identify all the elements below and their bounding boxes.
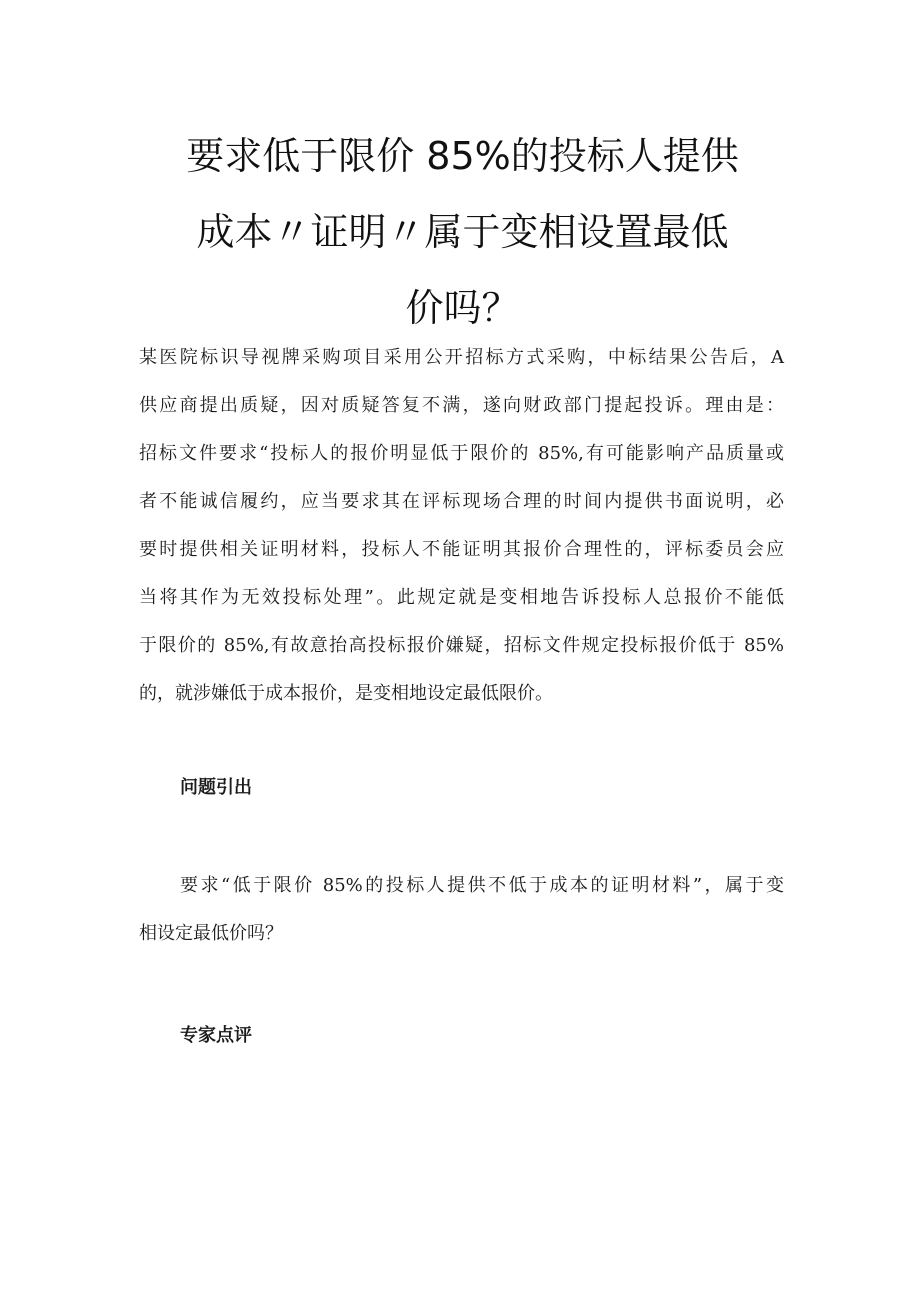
question-paragraph: [139, 862, 784, 958]
intro-line: 供应商提出质疑，因对质疑答复不满，遂向财政部门提起投诉。理由是：: [139, 395, 784, 416]
title-line: 成本〃证明〃属于变相设置最低: [196, 210, 729, 254]
intro-line: 当将其作为无效投标处理”。此规定就是变相地告诉投标人总报价不能低: [139, 587, 784, 608]
document-title: [140, 118, 785, 346]
section-heading-question: 问题引出: [180, 777, 252, 798]
title-line: 价吗？: [405, 286, 520, 330]
section-heading-expert: 专家点评: [180, 1025, 252, 1046]
intro-line: 招标文件要求“投标人的报价明显低于限价的 85%,有可能影响产品质量或: [139, 443, 784, 464]
intro-paragraph: [139, 334, 784, 718]
question-line: 相设定最低价吗？: [139, 923, 283, 944]
intro-line: 要时提供相关证明材料，投标人不能证明其报价合理性的，评标委员会应: [139, 539, 784, 560]
intro-line: 某医院标识导视牌采购项目采用公开招标方式采购，中标结果公告后，A: [139, 347, 784, 368]
intro-line: 于限价的 85%,有故意抬高投标报价嫌疑，招标文件规定投标报价低于 85%: [139, 635, 784, 656]
intro-line: 者不能诚信履约，应当要求其在评标现场合理的时间内提供书面说明，必: [139, 491, 784, 512]
question-line: 要求“低于限价 85%的投标人提供不低于成本的证明材料”，属于变: [180, 875, 784, 896]
title-line: 要求低于限价 85%的投标人提供: [186, 134, 739, 178]
intro-line: 的，就涉嫌低于成本报价，是变相地设定最低限价。: [139, 683, 553, 704]
